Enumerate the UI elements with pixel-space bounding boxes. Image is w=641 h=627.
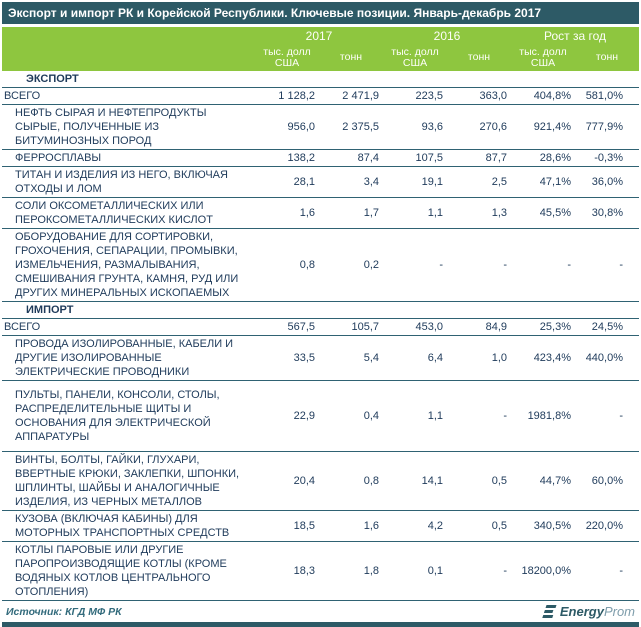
cell-value: 0,1 <box>427 565 443 577</box>
cell-value: - <box>619 565 623 577</box>
row-name: ПУЛЬТЫ, ПАНЕЛИ, КОНСОЛИ, СТОЛЫ, РАСПРЕДЕЛИТЕЛЬНЫЕ ЩИТЫ И ОСНОВАНИЯ ДЛЯ ЭЛЕКТРИЧЕСКОЙ АППАРАТУРЫ <box>15 389 220 443</box>
cell-value: 25,3% <box>539 321 571 333</box>
cell-value: 18,5 <box>293 520 315 532</box>
row-name: ОБОРУДОВАНИЕ ДЛЯ СОРТИРОВКИ, ГРОХОЧЕНИЯ, СЕПАРАЦИИ, ПРОМЫВКИ, ИЗМЕЛЬЧЕНИЯ, РАЗМАЛЫВАНИЯ, СМЕШИВАНИЯ ГРУНТА, КАМНЯ, РУД ИЛИ ДРУГИХ МИНЕРАЛЬНЫХ ИСКОПАЕМЫХ <box>15 231 239 299</box>
cell-value: 105,7 <box>351 321 379 333</box>
logo-text-energy: Energy <box>559 604 604 619</box>
row-name: ПРОВОДА ИЗОЛИРОВАННЫЕ, КАБЕЛИ И ДРУГИЕ ИЗОЛИРОВАННЫЕ ЭЛЕКТРИЧЕСКИЕ ПРОВОДНИКИ <box>15 338 234 378</box>
cell-value: 36,0% <box>591 176 623 188</box>
col-group-growth: Рост за год <box>543 28 606 43</box>
cell-value: 3,4 <box>363 176 379 188</box>
cell-value: - <box>439 259 443 271</box>
year-header-row <box>2 27 639 44</box>
cell-value: 18,3 <box>293 565 315 577</box>
cell-value: 1 128,2 <box>278 90 315 102</box>
cell-value: 363,0 <box>479 90 507 102</box>
cell-value: 1,0 <box>491 352 507 364</box>
cell-value: 14,1 <box>421 475 443 487</box>
row-name: ВИНТЫ, БОЛТЫ, ГАЙКИ, ГЛУХАРИ, ВВЕРТНЫЕ КРЮКИ, ЗАКЛЕПКИ, ШПОНКИ, ШПЛИНТЫ, ШАЙБЫ И АНАЛОГИЧНЫЕ ИЗДЕЛИЯ, ИЗ ЧЕРНЫХ МЕТАЛЛОВ <box>15 454 240 508</box>
cell-value: 138,2 <box>287 152 315 164</box>
cell-value: - <box>619 410 623 422</box>
section-label: ЭКСПОРТ <box>26 73 79 85</box>
table-row <box>2 229 639 302</box>
table-row <box>2 452 639 511</box>
cell-value: 581,0% <box>585 90 623 102</box>
cell-value: 19,1 <box>421 176 443 188</box>
source-note: Источник: КГД МФ РК <box>6 605 122 618</box>
cell-value: 1,3 <box>491 207 507 219</box>
cell-value: 423,4% <box>533 352 571 364</box>
row-name: ВСЕГО <box>4 90 41 102</box>
logo-text-prom: Prom <box>603 604 635 619</box>
cell-value: 2 471,9 <box>342 90 379 102</box>
row-name: КУЗОВА (ВКЛЮЧАЯ КАБИНЫ) ДЛЯ МОТОРНЫХ ТРАНСПОРТНЫХ СРЕДСТВ <box>15 513 230 539</box>
cell-value: - <box>619 259 623 271</box>
cell-value: - <box>503 410 507 422</box>
unit-header-row <box>2 44 639 71</box>
cell-value: 567,5 <box>287 321 315 333</box>
cell-value: 1,7 <box>363 207 379 219</box>
cell-value: 107,5 <box>415 152 443 164</box>
cell-value: 340,5% <box>533 520 571 532</box>
cell-value: 777,9% <box>585 121 623 133</box>
cell-value: 1,8 <box>363 565 379 577</box>
cell-value: 220,0% <box>585 520 623 532</box>
cell-value: - <box>567 259 571 271</box>
section-header-row <box>2 71 639 88</box>
cell-value: 0,2 <box>363 259 379 271</box>
unit-header-tons-2016: тонн <box>467 51 491 63</box>
cell-value: 5,4 <box>363 352 379 364</box>
cell-value: 22,9 <box>293 410 315 422</box>
cell-value: 0,4 <box>363 410 379 422</box>
table-body <box>2 71 639 601</box>
table-row <box>2 167 639 198</box>
row-name: НЕФТЬ СЫРАЯ И НЕФТЕПРОДУКТЫ СЫРЫЕ, ПОЛУЧЕННЫЕ ИЗ БИТУМИНОЗНЫХ ПОРОД <box>15 107 207 147</box>
cell-value: 87,4 <box>357 152 379 164</box>
table-row <box>2 198 639 229</box>
cell-value: 956,0 <box>287 121 315 133</box>
row-name: ФЕРРОСПЛАВЫ <box>15 152 102 164</box>
energyprom-logo <box>542 604 635 619</box>
cell-value: 30,8% <box>591 207 623 219</box>
cell-value: 33,5 <box>293 352 315 364</box>
table-row <box>2 150 639 167</box>
unit-header-usd-2017: тыс. долл США <box>263 45 311 69</box>
bottom-bar <box>2 622 639 627</box>
cell-value: 2,5 <box>491 176 507 188</box>
cell-value: 93,6 <box>421 121 443 133</box>
cell-value: 404,8% <box>533 90 571 102</box>
cell-value: 60,0% <box>591 475 623 487</box>
table-row <box>2 336 639 381</box>
cell-value: 1981,8% <box>527 410 571 422</box>
unit-header-tons-growth: тонн <box>595 51 619 63</box>
row-name: ВСЕГО <box>4 321 41 333</box>
col-group-2016: 2016 <box>433 28 461 43</box>
cell-value: 223,5 <box>415 90 443 102</box>
cell-value: 1,6 <box>299 207 315 219</box>
cell-value: 87,7 <box>485 152 507 164</box>
cell-value: 0,5 <box>491 475 507 487</box>
cell-value: 921,4% <box>533 121 571 133</box>
row-name: СОЛИ ОКСОМЕТАЛЛИЧЕСКИХ ИЛИ ПЕРОКСОМЕТАЛЛИЧЕСКИХ КИСЛОТ <box>15 200 213 226</box>
table-row <box>2 511 639 542</box>
table-row <box>2 88 639 105</box>
table-row <box>2 381 639 452</box>
unit-header-tons-2017: тонн <box>339 51 363 63</box>
cell-value: 453,0 <box>415 321 443 333</box>
section-label: ИМПОРТ <box>26 304 74 316</box>
energyprom-icon <box>542 605 557 618</box>
cell-value: 84,9 <box>485 321 507 333</box>
cell-value: -0,3% <box>594 152 623 164</box>
row-name: ТИТАН И ИЗДЕЛИЯ ИЗ НЕГО, ВКЛЮЧАЯ ОТХОДЫ И ЛОМ <box>15 169 228 195</box>
cell-value: 270,6 <box>479 121 507 133</box>
unit-header-usd-2016: тыс. долл США <box>391 45 439 69</box>
footer <box>2 601 639 622</box>
cell-value: 1,6 <box>363 520 379 532</box>
cell-value: 45,5% <box>539 207 571 219</box>
cell-value: 28,1 <box>293 176 315 188</box>
cell-value: 0,5 <box>491 520 507 532</box>
cell-value: 0,8 <box>299 259 315 271</box>
page-title: Экспорт и импорт РК и Корейской Республики. Ключевые позиции. Январь-декабрь 2017 <box>2 2 639 24</box>
col-group-2017: 2017 <box>305 28 333 43</box>
cell-value: 0,8 <box>363 475 379 487</box>
section-header-row <box>2 302 639 319</box>
table-row <box>2 319 639 336</box>
cell-value: 1,1 <box>427 410 443 422</box>
unit-header-usd-growth: тыс. долл США <box>519 45 567 69</box>
cell-value: 2 375,5 <box>342 121 379 133</box>
cell-value: 18200,0% <box>521 565 571 577</box>
cell-value: 1,1 <box>427 207 443 219</box>
row-name: КОТЛЫ ПАРОВЫЕ ИЛИ ДРУГИЕ ПАРОПРОИЗВОДЯЩИЕ КОТЛЫ (КРОМЕ ВОДЯНЫХ КОТЛОВ ЦЕНТРАЛЬНОГО ОТОПЛЕНИЯ) <box>15 544 227 598</box>
table-header <box>2 27 639 71</box>
cell-value: 44,7% <box>539 475 571 487</box>
logo-text <box>560 604 635 619</box>
cell-value: 28,6% <box>539 152 571 164</box>
cell-value: 4,2 <box>427 520 443 532</box>
cell-value: 20,4 <box>293 475 315 487</box>
table-row <box>2 542 639 601</box>
cell-value: - <box>503 259 507 271</box>
cell-value: 440,0% <box>585 352 623 364</box>
cell-value: 47,1% <box>539 176 571 188</box>
cell-value: - <box>503 565 507 577</box>
table-row <box>2 105 639 150</box>
cell-value: 24,5% <box>591 321 623 333</box>
cell-value: 6,4 <box>427 352 443 364</box>
